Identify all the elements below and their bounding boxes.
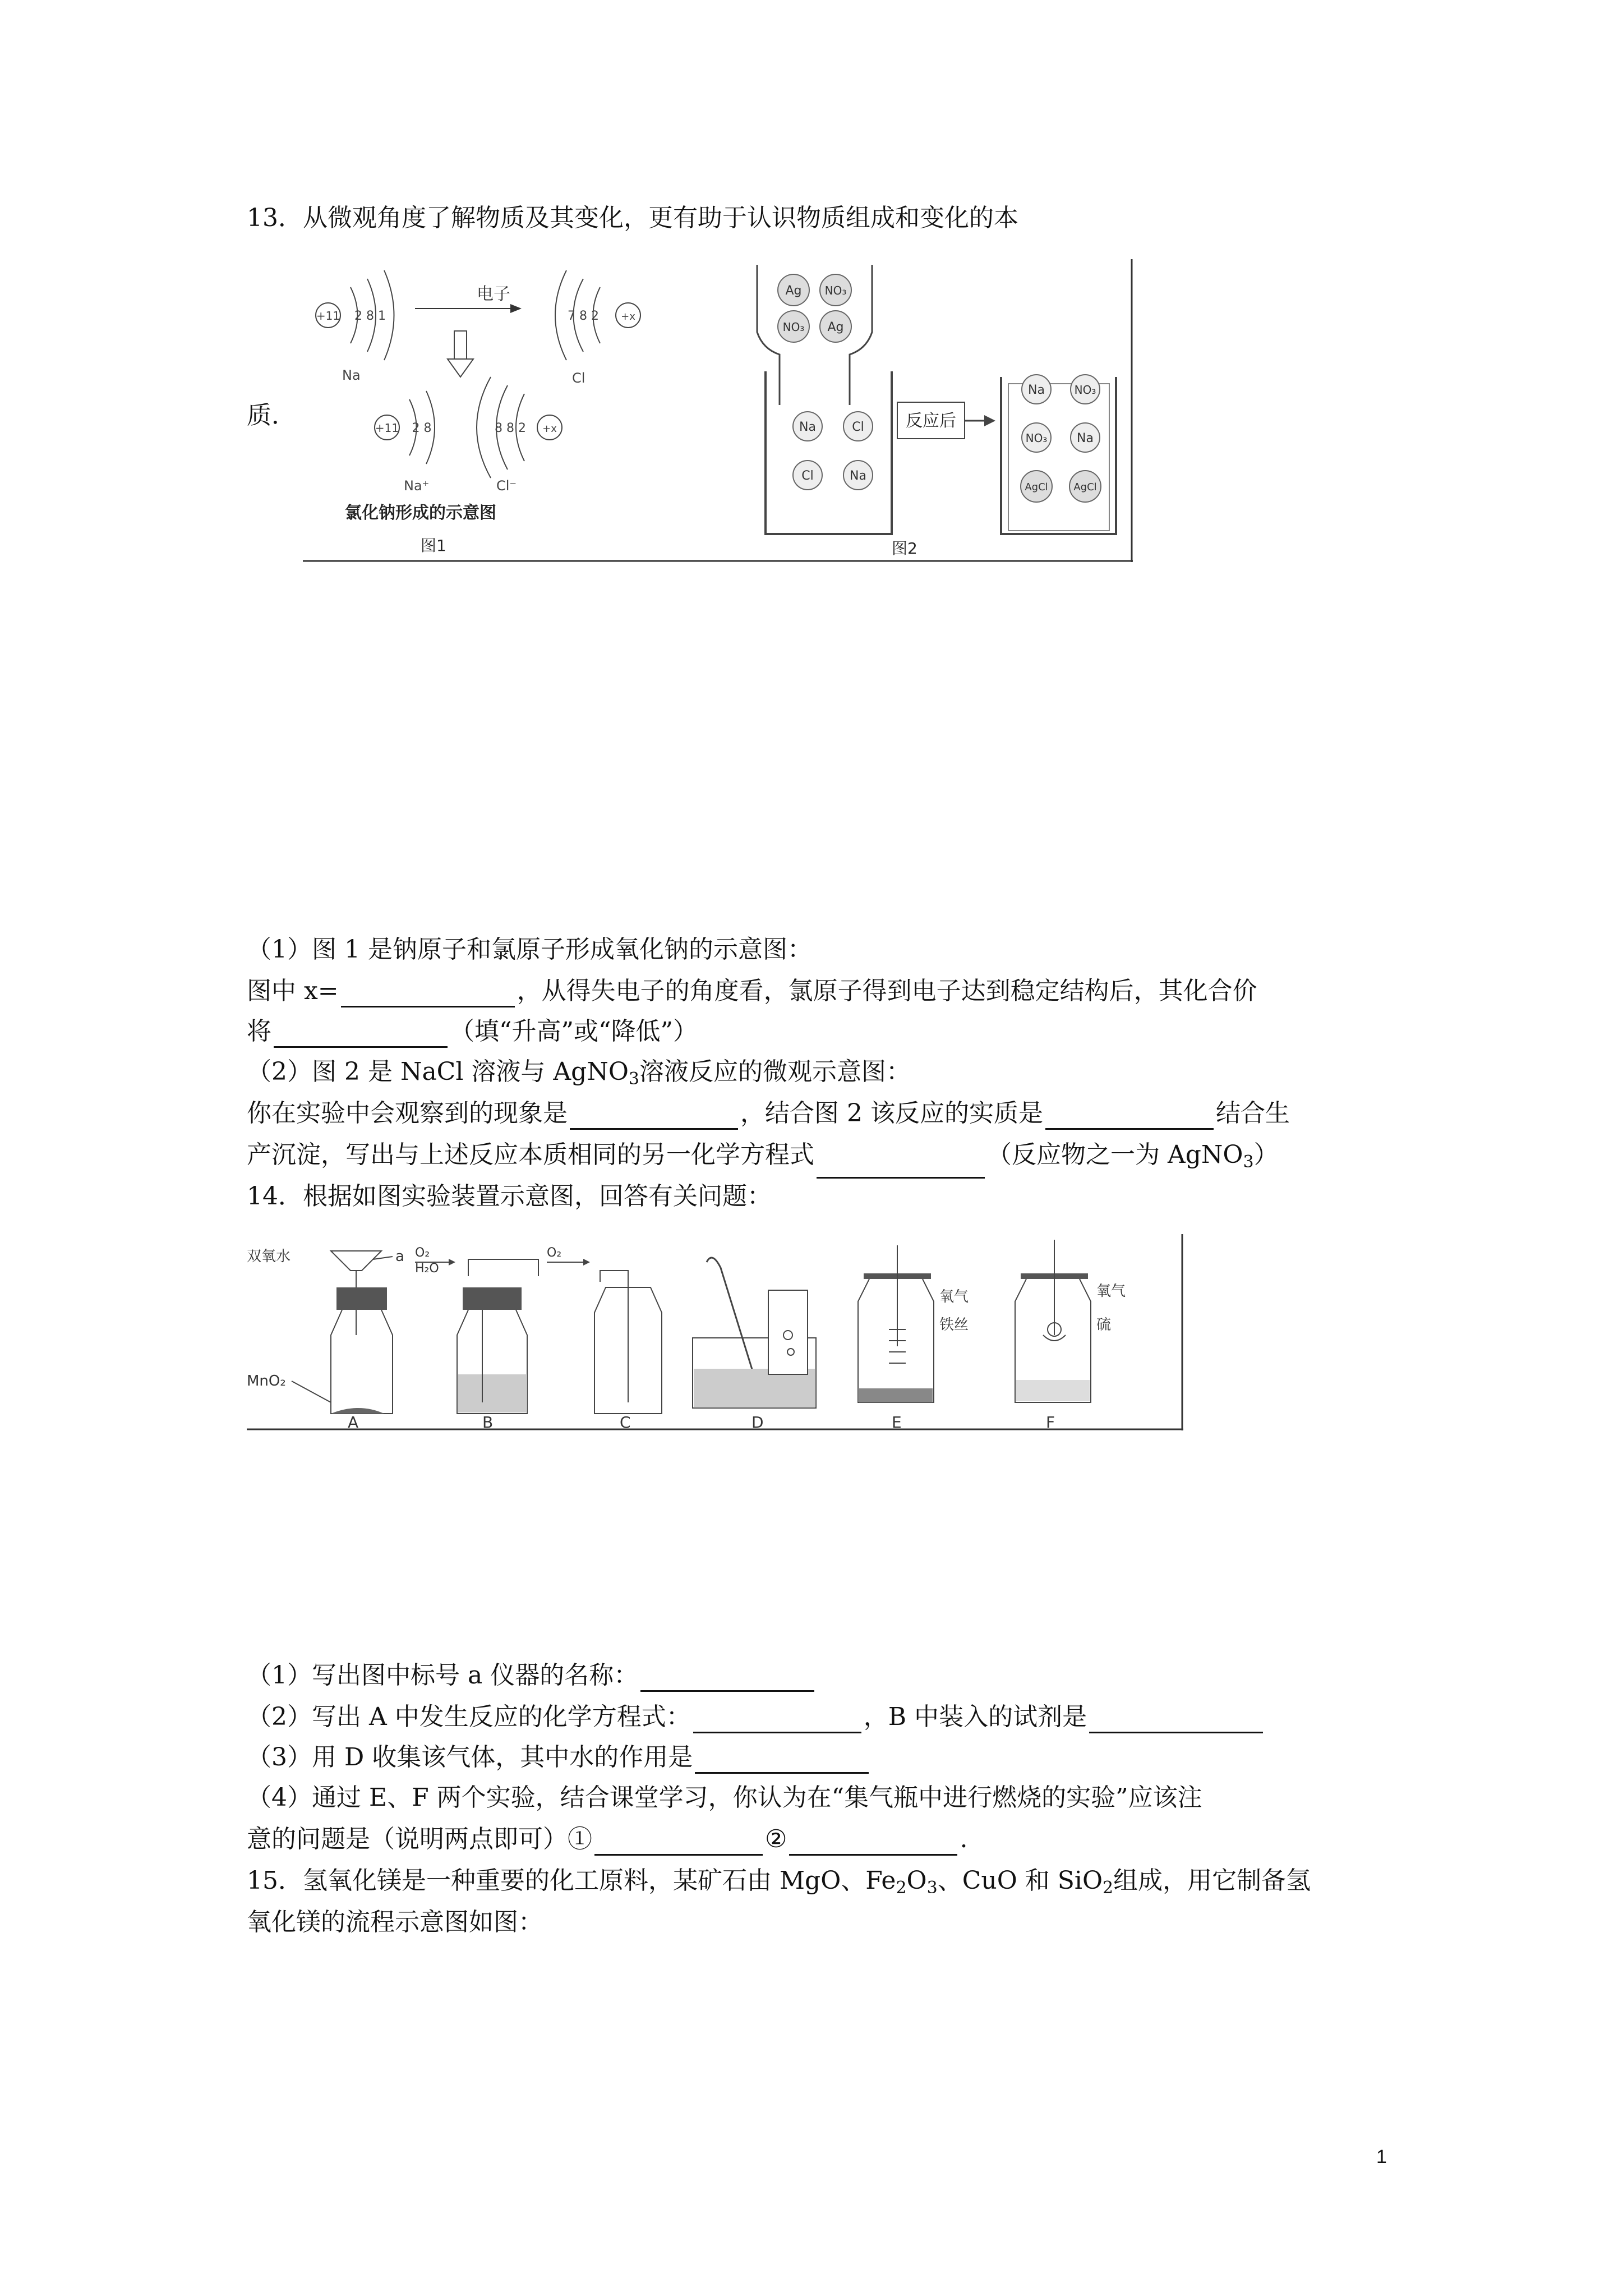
svg-text:双氧水: 双氧水: [247, 1248, 291, 1265]
svg-text:Ag: Ag: [827, 320, 844, 334]
q15-line1: 15．氢氧化镁是一种重要的化工原料，某矿石由 MgO、$Fe_2O_3$、CuO 和 SiO$_2$组成，用它制备氢: [247, 1866, 1311, 1898]
q14-p4-line2: 意的问题是（说明两点即可）① ② .: [247, 1823, 967, 1856]
svg-text:Na: Na: [799, 420, 816, 434]
answer-blank-essence[interactable]: [1045, 1102, 1214, 1130]
answer-blank-water-role[interactable]: [695, 1746, 869, 1774]
q13-figure: [303, 259, 1133, 562]
svg-text:a: a: [395, 1248, 404, 1265]
answer-blank-equation[interactable]: [817, 1151, 985, 1179]
svg-text:F: F: [1046, 1413, 1055, 1430]
svg-text:硫: 硫: [1096, 1317, 1112, 1333]
q14-apparatus-figure: [247, 1234, 1183, 1430]
answer-blank-valence[interactable]: [274, 1020, 448, 1048]
answer-blank-phenomenon[interactable]: [570, 1102, 738, 1130]
q14-p3: （3）用 D 收集该气体，其中水的作用是: [247, 1741, 871, 1774]
svg-text:AgCl: AgCl: [1025, 481, 1048, 493]
q13-stem-tail: 质．: [247, 401, 296, 430]
na-nucleus: +11: [316, 309, 340, 323]
svg-text:Cl⁻: Cl⁻: [496, 478, 517, 494]
svg-text:氧气: 氧气: [1096, 1283, 1126, 1300]
svg-text:NO₃: NO₃: [1074, 383, 1096, 397]
q13-p1-line1: 图中 x= ，从得失电子的角度看，氯原子得到电子达到稳定结构后，其化合价: [247, 975, 1257, 1007]
svg-text:E: E: [892, 1413, 902, 1430]
page-number: 1: [1376, 2146, 1387, 2168]
cl-nucleus: +x: [621, 311, 635, 323]
q13-p2-intro: （2）图 2 是 NaCl 溶液与 AgNO$_3$溶液反应的微观示意图：: [247, 1057, 911, 1089]
svg-text:NO₃: NO₃: [824, 284, 847, 297]
svg-text:NO₃: NO₃: [1025, 431, 1048, 445]
answer-blank-x[interactable]: [341, 980, 515, 1007]
svg-text:Na⁺: Na⁺: [404, 478, 430, 494]
fig2-arrow-label: 反应后: [906, 411, 956, 431]
svg-text:B: B: [482, 1413, 494, 1430]
q15-line2: 氧化镁的流程示意图如图：: [247, 1908, 543, 1936]
svg-text:H₂O: H₂O: [415, 1262, 439, 1276]
q14-p2: （2）写出 A 中发生反应的化学方程式： ，B 中装入的试剂是: [247, 1701, 1265, 1733]
q14-stem: 14．根据如图实验装置示意图，回答有关问题：: [247, 1182, 772, 1211]
answer-blank-instrument-a[interactable]: [640, 1664, 814, 1692]
q14-p1: （1）写出图中标号 a 仪器的名称：: [247, 1659, 817, 1692]
answer-blank-equation-a[interactable]: [693, 1706, 861, 1733]
svg-text:+11: +11: [375, 421, 399, 435]
answer-blank-note-2[interactable]: [789, 1828, 957, 1856]
fig1-caption: 氯化钠形成的示意图: [345, 503, 496, 523]
svg-text:MnO₂: MnO₂: [247, 1373, 286, 1389]
svg-text:C: C: [620, 1413, 631, 1430]
svg-text:A: A: [348, 1413, 359, 1430]
answer-blank-reagent-b[interactable]: [1089, 1706, 1263, 1733]
q13-p2-line1: 你在实验中会观察到的现象是 ，结合图 2 该反应的实质是 结合生: [247, 1097, 1290, 1130]
svg-text:Cl: Cl: [801, 469, 814, 483]
cl-label: Cl: [572, 370, 585, 386]
fig1-label: 图1: [421, 536, 446, 555]
svg-text:+x: +x: [542, 423, 557, 435]
electron-arrow-label: 电子: [477, 284, 510, 304]
q14-p4-line1: （4）通过 E、F 两个实验，结合课堂学习，你认为在“集气瓶中进行燃烧的实验”应该注: [247, 1783, 1202, 1812]
svg-text:AgCl: AgCl: [1073, 481, 1097, 493]
q13-stem: 13．从微观角度了解物质及其变化，更有助于认识物质组成和变化的本: [247, 204, 1018, 232]
svg-text:Ag: Ag: [785, 284, 802, 298]
svg-text:Na: Na: [850, 469, 866, 483]
svg-text:NO₃: NO₃: [782, 320, 805, 334]
q13-p1-line2: 将 （填“升高”或“降低”）: [247, 1015, 698, 1048]
svg-text:Cl: Cl: [852, 420, 864, 434]
svg-text:8 8 2: 8 8 2: [495, 421, 526, 435]
svg-text:D: D: [751, 1413, 764, 1430]
svg-text:2 8: 2 8: [412, 421, 432, 435]
svg-text:铁丝: 铁丝: [939, 1317, 969, 1333]
svg-text:Na: Na: [1028, 383, 1045, 397]
na-label: Na: [342, 367, 361, 383]
svg-text:O₂: O₂: [547, 1246, 562, 1260]
svg-text:氧气: 氧气: [939, 1289, 969, 1305]
svg-text:Na: Na: [1077, 431, 1094, 445]
answer-blank-note-1[interactable]: [594, 1828, 763, 1856]
fig2-label: 图2: [892, 539, 917, 558]
q13-p2-line2: 产沉淀，写出与上述反应本质相同的另一化学方程式 （反应物之一为 AgNO$_3$）: [247, 1139, 1279, 1179]
q13-p1-intro: （1）图 1 是钠原子和氯原子形成氧化钠的示意图：: [247, 935, 812, 964]
cl-shells: 7 8 2: [568, 309, 599, 323]
na-shells: 2 8 1: [354, 309, 386, 323]
svg-text:O₂: O₂: [415, 1246, 430, 1260]
